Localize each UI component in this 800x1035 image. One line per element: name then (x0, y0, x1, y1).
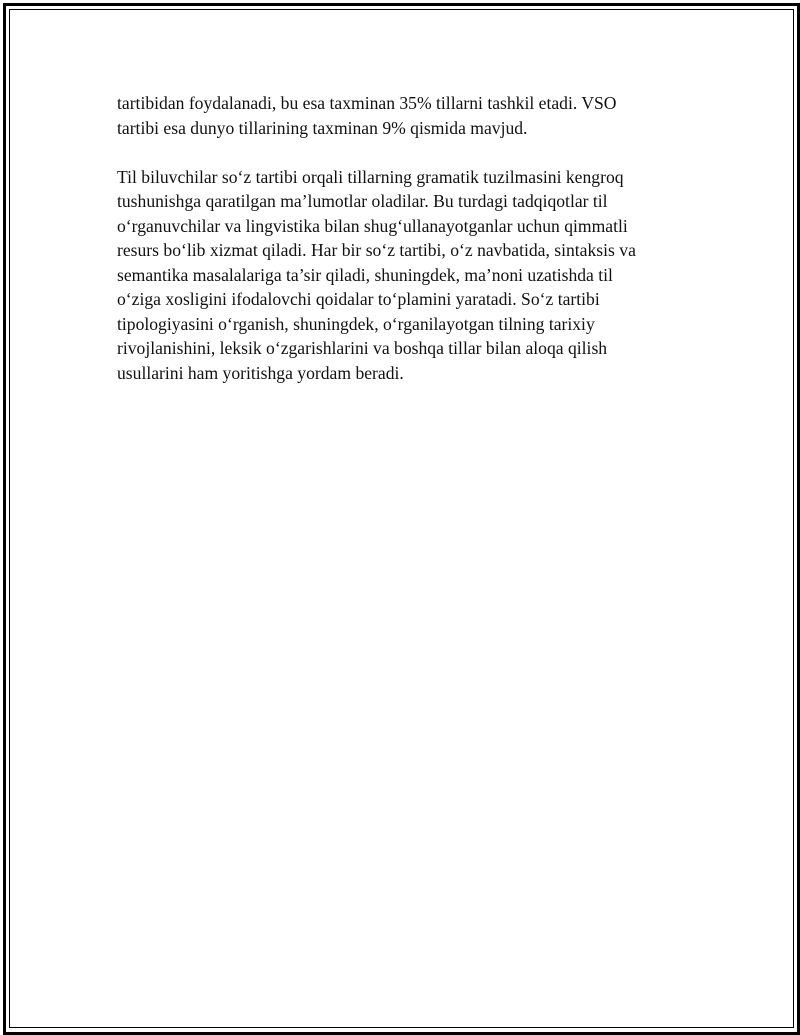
paragraph-word-order-statistics: tartibidan foydalanadi, bu esa taxminan 35% tillarni tashkil etadi. VSO tartibi esa dunyo tillarining taxminan 9% qismida mavjud. (117, 93, 617, 138)
document-body (117, 91, 677, 410)
paragraph-word-order-research: Til biluvchilar so‘z tartibi orqali tillarning gramatik tuzilmasini kengroq tushunishga qaratilgan ma’lumotlar oladilar. Bu turdagi tadqiqotlar til o‘rganuvchilar va lingvistika bilan shug‘ullanayotganlar uchun qimmatli resurs bo‘lib xizmat qiladi. Har bir so‘z tartibi, o‘z navbatida, sintaksis va semantika masalalariga ta’sir qiladi, shuningdek, ma’noni uzatishda til o‘ziga xosligini ifodalovchi qoidalar to‘plamini yaratadi. So‘z tartibi tipologiyasini o‘rganish, shuningdek, o‘rganilayotgan tilning tarixiy rivojlanishini, leksik o‘zgarishlarini va boshqa tillar bilan aloqa qilish usullarini ham yoritishga yordam beradi. (117, 166, 636, 383)
